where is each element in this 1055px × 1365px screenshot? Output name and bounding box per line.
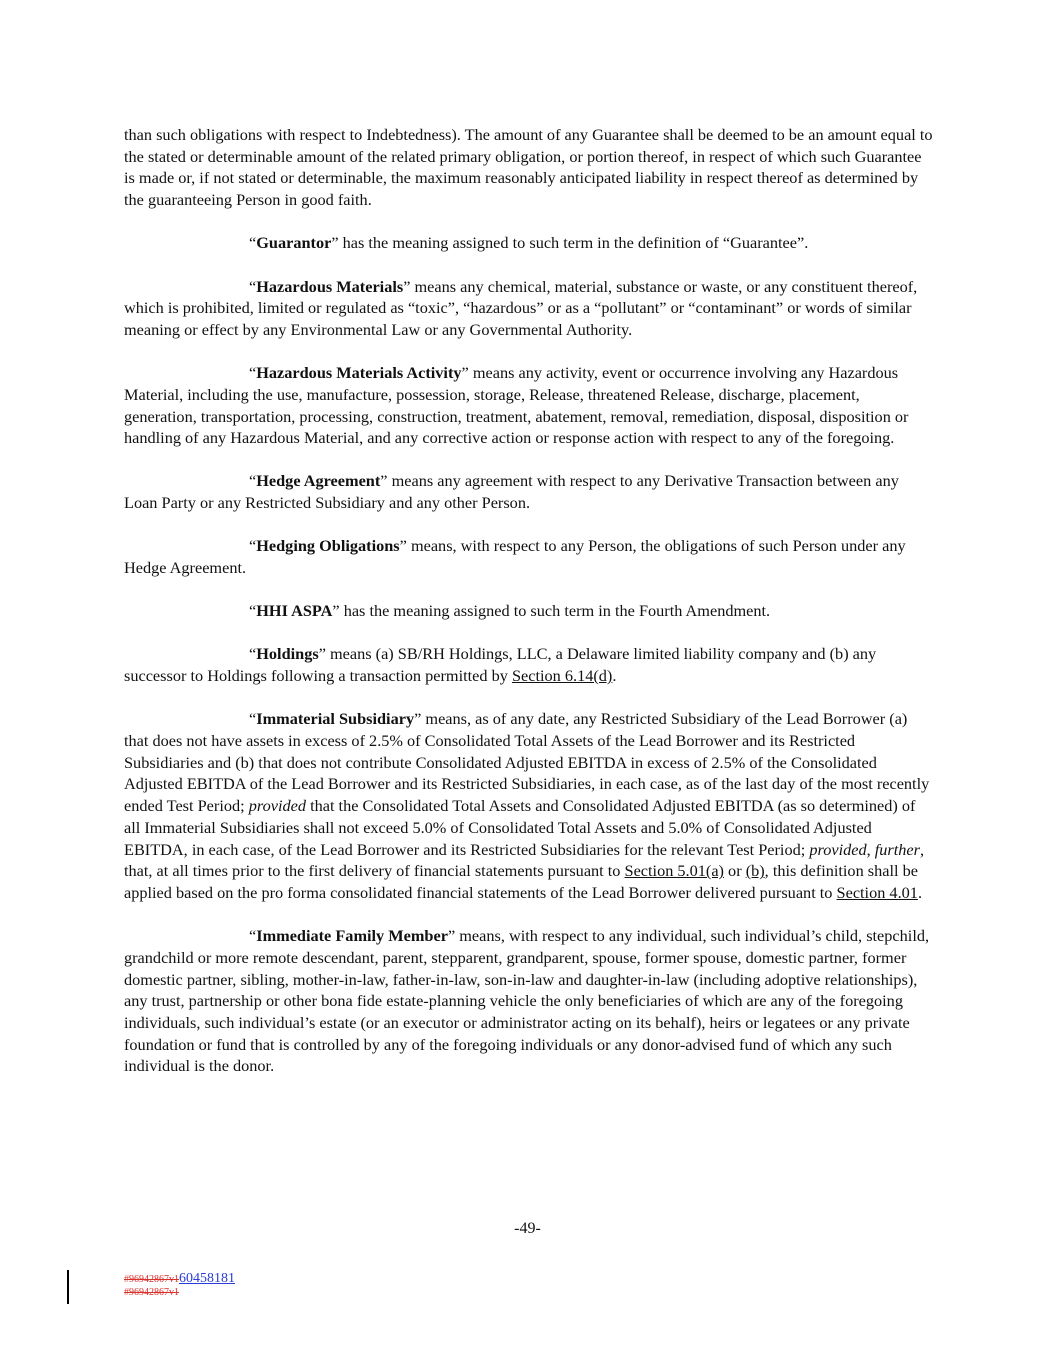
document-body <box>124 124 934 1099</box>
section-reference: Section 4.01 <box>836 882 918 902</box>
paragraph-guarantee-continuation: than such obligations with respect to Indebtedness). The amount of any Guarantee shall be deemed to be an amount equal to the stated or determinable amount of the related primary obligation, or portion thereof, in respect of which such Guarantee is made or, if not stated or determinable, the maximum reasonably anticipated liability in respect thereof as determined by the guaranteeing Person in good faith. <box>124 125 933 210</box>
definition-holdings: “Holdings” means (a) SB/RH Holdings, LLC, a Delaware limited liability company and (b) any successor to Holdings following a transaction permitted by Section 6.14(d). <box>124 644 877 686</box>
section-reference: Section 5.01(a) <box>624 861 724 881</box>
inserted-doc-id: 60458181 <box>179 1271 235 1286</box>
deleted-doc-id: #96942867v1 <box>124 1274 179 1285</box>
defined-term: Hedging Obligations <box>256 536 400 556</box>
section-reference: Section 6.14(d) <box>511 666 613 686</box>
document-id-line-2 <box>124 1286 235 1299</box>
page-number: -49- <box>514 1220 541 1237</box>
defined-term: HHI ASPA <box>256 601 333 621</box>
definition-hhi-aspa: “HHI ASPA” has the meaning assigned to such term in the Fourth Amendment. <box>249 601 771 621</box>
defined-term: Hedge Agreement <box>256 471 381 491</box>
definition-hazardous-materials-activity: “Hazardous Materials Activity” means any activity, event or occurrence involving any Hazardous Material, including the use, manufacture, possession, storage, Release, threatened Release, discharge, placement, generation, transportation, processing, construction, treatment, abatement, removal, remediation, disposal, disposition or handling of any Hazardous Material, and any corrective action or response action with respect to any of the foregoing. <box>124 363 909 448</box>
definition-hedge-agreement: “Hedge Agreement” means any agreement with respect to any Derivative Transaction between any Loan Party or any Restricted Subsidiary and any other Person. <box>124 471 899 513</box>
defined-term: Holdings <box>256 644 319 664</box>
italic-further: further <box>874 839 920 859</box>
defined-term: Immaterial Subsidiary <box>256 709 415 729</box>
definition-hazardous-materials: “Hazardous Materials” means any chemical, material, substance or waste, or any constituent thereof, which is prohibited, limited or regulated as “toxic”, “hazardous” or as a “pollutant” or “contaminant” or words of similar meaning or effect by any Environmental Law or any Governmental Authority. <box>124 276 918 339</box>
italic-proviso: provided <box>809 839 867 859</box>
deleted-doc-id: #96942867v1 <box>124 1287 179 1298</box>
defined-term: Guarantor <box>256 233 332 253</box>
defined-term: Immediate Family Member <box>256 926 448 946</box>
document-id-footer <box>124 1272 235 1299</box>
section-reference: (b) <box>745 861 765 881</box>
document-id-line-1 <box>124 1272 235 1286</box>
definition-immediate-family-member: “Immediate Family Member” means, with respect to any individual, such individual’s child, stepchild, grandchild or more remote descendant, parent, stepparent, grandparent, spouse, former spouse, domestic partner, former domestic partner, sibling, mother-in-law, father-in-law, son-in-law and daughter-in-law (including adoptive relationships), any trust, partnership or other bona fide estate-planning vehicle the only beneficiaries of which are any of the foregoing individuals, such individual’s estate (or an executor or administrator acting on its behalf), heirs or legatees or any private foundation or fund that is controlled by any of the foregoing individuals or any donor-advised fund of which any such individual is the donor. <box>124 926 930 1076</box>
defined-term: Hazardous Materials Activity <box>256 363 462 383</box>
defined-term: Hazardous Materials <box>256 276 404 296</box>
change-bar <box>67 1270 69 1304</box>
italic-proviso: provided <box>248 796 306 816</box>
definition-immaterial-subsidiary: “Immaterial Subsidiary” means, as of any date, any Restricted Subsidiary of the Lead Borrower (a) that does not have assets in excess of 2.5% of Consolidated Total Assets of the Lead Borrower and its Restricted Subsidiaries and (b) that does not contribute Consolidated Adjusted EBITDA in excess of 2.5% of the Consolidated Adjusted EBITDA of the Lead Borrower and its Restricted Subsidiaries, in each case, as of the last day of the most recently ended Test Period; provided that the Consolidated Total Assets and Consolidated Adjusted EBITDA (as so determined) of all Immaterial Subsidiaries shall not exceed 5.0% of Consolidated Total Assets and 5.0% of Consolidated Adjusted EBITDA, in each case, of the Lead Borrower and its Restricted Subsidiaries for the relevant Test Period; provided, further, that, at all times prior to the first delivery of financial statements pursuant to Section 5.01(a) or (b), this definition shall be applied based on the pro forma consolidated financial statements of the Lead Borrower delivered pursuant to Section 4.01. <box>124 709 930 902</box>
definition-guarantor: “Guarantor” has the meaning assigned to such term in the definition of “Guarantee”. <box>249 233 809 253</box>
definition-hedging-obligations: “Hedging Obligations” means, with respect to any Person, the obligations of such Person under any Hedge Agreement. <box>124 536 906 578</box>
